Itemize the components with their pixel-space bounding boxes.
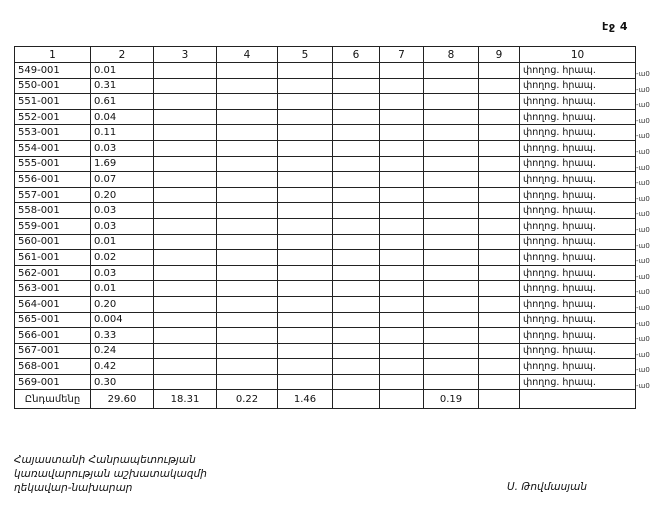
empty-cell: [424, 218, 479, 234]
empty-cell: [380, 328, 424, 344]
empty-cell: [333, 218, 380, 234]
empty-cell: [278, 63, 333, 79]
empty-cell: [479, 265, 520, 281]
empty-cell: [424, 203, 479, 219]
column-header-2: 2: [91, 47, 154, 63]
empty-cell: [380, 296, 424, 312]
empty-cell: [380, 250, 424, 266]
row-note: փողոց. հրապ.: [520, 265, 636, 281]
table-row: [15, 296, 636, 312]
empty-cell: [380, 109, 424, 125]
row-code: 562-001: [15, 265, 91, 281]
empty-cell: [380, 63, 424, 79]
row-value: 0.03: [91, 265, 154, 281]
empty-cell: [424, 234, 479, 250]
edge-mark: -ա0: [636, 101, 650, 110]
empty-cell: [217, 156, 278, 172]
row-code: 551-001: [15, 94, 91, 110]
table-row: [15, 172, 636, 188]
table-row: [15, 156, 636, 172]
empty-cell: [479, 374, 520, 390]
empty-cell: [154, 125, 217, 141]
empty-cell: [154, 218, 217, 234]
empty-cell: [333, 172, 380, 188]
empty-cell: [479, 359, 520, 375]
empty-cell: [479, 234, 520, 250]
empty-cell: [333, 156, 380, 172]
empty-cell: [424, 265, 479, 281]
total-label: Ընդամենը: [15, 390, 91, 409]
row-value: 0.01: [91, 281, 154, 297]
footer-line-3: ղեկավար-նախարար: [14, 482, 133, 494]
empty-cell: [380, 265, 424, 281]
empty-cell: [217, 109, 278, 125]
empty-cell: [424, 343, 479, 359]
edge-mark: -ա0: [636, 335, 650, 344]
row-note: փողոց. հրապ.: [520, 63, 636, 79]
empty-cell: [154, 109, 217, 125]
empty-cell: [333, 234, 380, 250]
empty-cell: [278, 328, 333, 344]
empty-cell: [278, 156, 333, 172]
total-col-3: 18.31: [154, 390, 217, 409]
total-row: [15, 390, 636, 409]
empty-cell: [278, 172, 333, 188]
empty-cell: [333, 374, 380, 390]
edge-mark: -ա0: [636, 319, 650, 328]
row-value: 0.33: [91, 328, 154, 344]
empty-cell: [333, 203, 380, 219]
empty-cell: [333, 109, 380, 125]
empty-cell: [217, 218, 278, 234]
row-code: 556-001: [15, 172, 91, 188]
empty-cell: [217, 203, 278, 219]
edge-mark: -ա0: [636, 226, 650, 234]
row-value: 0.11: [91, 125, 154, 141]
total-col-9: [479, 390, 520, 409]
empty-cell: [479, 78, 520, 94]
empty-cell: [217, 359, 278, 375]
empty-cell: [424, 312, 479, 328]
empty-cell: [217, 187, 278, 203]
empty-cell: [479, 125, 520, 141]
table-row: [15, 312, 636, 328]
empty-cell: [217, 250, 278, 266]
total-col-4: 0.22: [217, 390, 278, 409]
empty-cell: [424, 78, 479, 94]
empty-cell: [278, 125, 333, 141]
row-code: 550-001: [15, 78, 91, 94]
empty-cell: [333, 78, 380, 94]
row-note: փողոց. հրապ.: [520, 250, 636, 266]
empty-cell: [154, 343, 217, 359]
empty-cell: [424, 296, 479, 312]
column-header-5: 5: [278, 47, 333, 63]
empty-cell: [154, 63, 217, 79]
empty-cell: [479, 109, 520, 125]
empty-cell: [333, 187, 380, 203]
empty-cell: [380, 125, 424, 141]
empty-cell: [479, 156, 520, 172]
empty-cell: [479, 187, 520, 203]
empty-cell: [380, 156, 424, 172]
row-note: փողոց. հրապ.: [520, 234, 636, 250]
empty-cell: [479, 343, 520, 359]
row-code: 561-001: [15, 250, 91, 266]
column-header-8: 8: [424, 47, 479, 63]
row-value: 0.01: [91, 234, 154, 250]
empty-cell: [333, 343, 380, 359]
empty-cell: [333, 296, 380, 312]
empty-cell: [333, 125, 380, 141]
empty-cell: [278, 281, 333, 297]
row-note: փողոց. հրապ.: [520, 296, 636, 312]
empty-cell: [424, 125, 479, 141]
empty-cell: [479, 63, 520, 79]
empty-cell: [154, 234, 217, 250]
data-table: [14, 46, 636, 409]
row-note: փողոց. հրապ.: [520, 312, 636, 328]
row-code: 554-001: [15, 140, 91, 156]
row-note: փողոց. հրապ.: [520, 203, 636, 219]
table-row: [15, 94, 636, 110]
empty-cell: [278, 140, 333, 156]
column-header-3: 3: [154, 47, 217, 63]
row-value: 0.04: [91, 109, 154, 125]
row-code: 558-001: [15, 203, 91, 219]
table-row: [15, 63, 636, 79]
table-row: [15, 109, 636, 125]
empty-cell: [424, 140, 479, 156]
edge-mark: -ա0: [636, 85, 650, 94]
empty-cell: [333, 250, 380, 266]
empty-cell: [154, 140, 217, 156]
edge-mark: -ա0: [636, 210, 650, 219]
table-row: [15, 78, 636, 94]
edge-mark: -ա0: [636, 288, 650, 297]
empty-cell: [154, 296, 217, 312]
row-note: փողոց. հրապ.: [520, 374, 636, 390]
empty-cell: [217, 63, 278, 79]
table-row: [15, 250, 636, 266]
edge-mark: -ա0: [636, 194, 650, 203]
empty-cell: [154, 156, 217, 172]
row-value: 0.61: [91, 94, 154, 110]
table-row: [15, 218, 636, 234]
edge-mark: -ա0: [636, 350, 650, 359]
empty-cell: [479, 172, 520, 188]
empty-cell: [479, 281, 520, 297]
empty-cell: [380, 359, 424, 375]
empty-cell: [380, 140, 424, 156]
empty-cell: [154, 281, 217, 297]
column-header-9: 9: [479, 47, 520, 63]
column-header-1: 1: [15, 47, 91, 63]
total-col-10: [520, 390, 636, 409]
empty-cell: [278, 203, 333, 219]
row-note: փողոց. հրապ.: [520, 140, 636, 156]
edge-mark: -ա0: [636, 272, 650, 281]
row-value: 0.24: [91, 343, 154, 359]
row-code: 568-001: [15, 359, 91, 375]
total-col-5: 1.46: [278, 390, 333, 409]
table-row: [15, 343, 636, 359]
empty-cell: [278, 218, 333, 234]
row-note: փողոց. հրապ.: [520, 343, 636, 359]
table-row: [15, 125, 636, 141]
empty-cell: [217, 140, 278, 156]
row-value: 0.42: [91, 359, 154, 375]
total-col-6: [333, 390, 380, 409]
empty-cell: [217, 265, 278, 281]
header-row: [15, 47, 636, 63]
row-value: 0.01: [91, 63, 154, 79]
row-value: 0.03: [91, 140, 154, 156]
row-value: 0.07: [91, 172, 154, 188]
total-col-8: 0.19: [424, 390, 479, 409]
empty-cell: [278, 78, 333, 94]
row-code: 552-001: [15, 109, 91, 125]
row-code: 569-001: [15, 374, 91, 390]
row-value: 0.20: [91, 296, 154, 312]
empty-cell: [333, 359, 380, 375]
empty-cell: [278, 265, 333, 281]
row-code: 557-001: [15, 187, 91, 203]
empty-cell: [154, 374, 217, 390]
footer-line-2: կառավարության աշխատակազմի: [14, 468, 207, 480]
table-row: [15, 374, 636, 390]
empty-cell: [479, 218, 520, 234]
row-note: փողոց. հրապ.: [520, 78, 636, 94]
table-row: [15, 187, 636, 203]
edge-mark: -ա0: [636, 241, 650, 250]
empty-cell: [479, 94, 520, 110]
signer-name: Ս. Թովմասյան: [507, 481, 588, 493]
edge-mark: -ա0: [636, 179, 650, 188]
edge-mark: -ա0: [636, 70, 650, 78]
empty-cell: [217, 312, 278, 328]
empty-cell: [278, 109, 333, 125]
empty-cell: [217, 374, 278, 390]
row-note: փողոց. հրապ.: [520, 187, 636, 203]
row-note: փողոց. հրապ.: [520, 172, 636, 188]
empty-cell: [154, 265, 217, 281]
empty-cell: [217, 172, 278, 188]
edge-mark: -ա0: [636, 163, 650, 172]
column-header-4: 4: [217, 47, 278, 63]
empty-cell: [154, 250, 217, 266]
row-code: 555-001: [15, 156, 91, 172]
column-header-10: 10: [520, 47, 636, 63]
empty-cell: [278, 296, 333, 312]
total-col-2: 29.60: [91, 390, 154, 409]
empty-cell: [217, 281, 278, 297]
total-col-7: [380, 390, 424, 409]
empty-cell: [154, 312, 217, 328]
empty-cell: [217, 94, 278, 110]
empty-cell: [278, 94, 333, 110]
row-value: 0.30: [91, 374, 154, 390]
empty-cell: [217, 78, 278, 94]
empty-cell: [479, 250, 520, 266]
row-value: 0.004: [91, 312, 154, 328]
empty-cell: [154, 94, 217, 110]
empty-cell: [278, 250, 333, 266]
empty-cell: [278, 343, 333, 359]
row-value: 0.03: [91, 218, 154, 234]
empty-cell: [333, 63, 380, 79]
empty-cell: [217, 234, 278, 250]
empty-cell: [380, 312, 424, 328]
row-code: 563-001: [15, 281, 91, 297]
table-body: [15, 63, 636, 390]
table-row: [15, 359, 636, 375]
empty-cell: [479, 140, 520, 156]
row-note: փողոց. հրապ.: [520, 218, 636, 234]
edge-mark: -ա0: [636, 148, 650, 156]
empty-cell: [380, 234, 424, 250]
row-value: 0.20: [91, 187, 154, 203]
table-row: [15, 203, 636, 219]
table-row: [15, 281, 636, 297]
row-value: 0.03: [91, 203, 154, 219]
empty-cell: [424, 94, 479, 110]
empty-cell: [154, 203, 217, 219]
row-code: 560-001: [15, 234, 91, 250]
empty-cell: [278, 187, 333, 203]
empty-cell: [154, 172, 217, 188]
empty-cell: [380, 172, 424, 188]
empty-cell: [278, 234, 333, 250]
row-code: 565-001: [15, 312, 91, 328]
edge-mark: -ա0: [636, 116, 650, 125]
empty-cell: [380, 78, 424, 94]
row-code: 549-001: [15, 63, 91, 79]
footer-line-1: Հայաստանի Հանրապետության: [14, 454, 196, 466]
empty-cell: [380, 343, 424, 359]
empty-cell: [380, 218, 424, 234]
table-row: [15, 328, 636, 344]
empty-cell: [479, 203, 520, 219]
empty-cell: [217, 328, 278, 344]
empty-cell: [380, 374, 424, 390]
empty-cell: [424, 281, 479, 297]
row-code: 564-001: [15, 296, 91, 312]
row-note: փողոց. հրապ.: [520, 109, 636, 125]
empty-cell: [424, 250, 479, 266]
empty-cell: [154, 328, 217, 344]
empty-cell: [380, 281, 424, 297]
empty-cell: [424, 328, 479, 344]
empty-cell: [333, 265, 380, 281]
row-note: փողոց. հրապ.: [520, 94, 636, 110]
empty-cell: [424, 172, 479, 188]
empty-cell: [380, 203, 424, 219]
empty-cell: [154, 359, 217, 375]
empty-cell: [424, 63, 479, 79]
row-value: 0.02: [91, 250, 154, 266]
row-value: 1.69: [91, 156, 154, 172]
empty-cell: [479, 296, 520, 312]
row-note: փողոց. հրապ.: [520, 156, 636, 172]
page-number: էջ 4: [602, 20, 628, 33]
empty-cell: [333, 328, 380, 344]
row-value: 0.31: [91, 78, 154, 94]
empty-cell: [424, 359, 479, 375]
empty-cell: [380, 187, 424, 203]
column-header-6: 6: [333, 47, 380, 63]
empty-cell: [278, 312, 333, 328]
empty-cell: [424, 109, 479, 125]
row-note: փողոց. հրապ.: [520, 359, 636, 375]
empty-cell: [479, 312, 520, 328]
row-code: 566-001: [15, 328, 91, 344]
row-note: փողոց. հրապ.: [520, 281, 636, 297]
row-note: փողոց. հրապ.: [520, 125, 636, 141]
empty-cell: [333, 140, 380, 156]
empty-cell: [479, 328, 520, 344]
column-header-7: 7: [380, 47, 424, 63]
empty-cell: [217, 343, 278, 359]
table-row: [15, 265, 636, 281]
empty-cell: [333, 281, 380, 297]
table-row: [15, 234, 636, 250]
empty-cell: [333, 312, 380, 328]
empty-cell: [217, 125, 278, 141]
footer-title: [14, 453, 207, 495]
empty-cell: [154, 187, 217, 203]
row-note: փողոց. հրապ.: [520, 328, 636, 344]
empty-cell: [333, 94, 380, 110]
edge-mark: -ա0: [636, 382, 650, 390]
row-code: 559-001: [15, 218, 91, 234]
empty-cell: [278, 359, 333, 375]
empty-cell: [154, 78, 217, 94]
edge-mark: -ա0: [636, 257, 650, 266]
empty-cell: [424, 374, 479, 390]
table-row: [15, 140, 636, 156]
empty-cell: [380, 94, 424, 110]
row-code: 553-001: [15, 125, 91, 141]
row-code: 567-001: [15, 343, 91, 359]
empty-cell: [424, 156, 479, 172]
edge-mark: -ա0: [636, 132, 650, 141]
edge-mark: -ա0: [636, 304, 650, 312]
empty-cell: [217, 296, 278, 312]
empty-cell: [278, 374, 333, 390]
empty-cell: [424, 187, 479, 203]
edge-mark: -ա0: [636, 366, 650, 375]
